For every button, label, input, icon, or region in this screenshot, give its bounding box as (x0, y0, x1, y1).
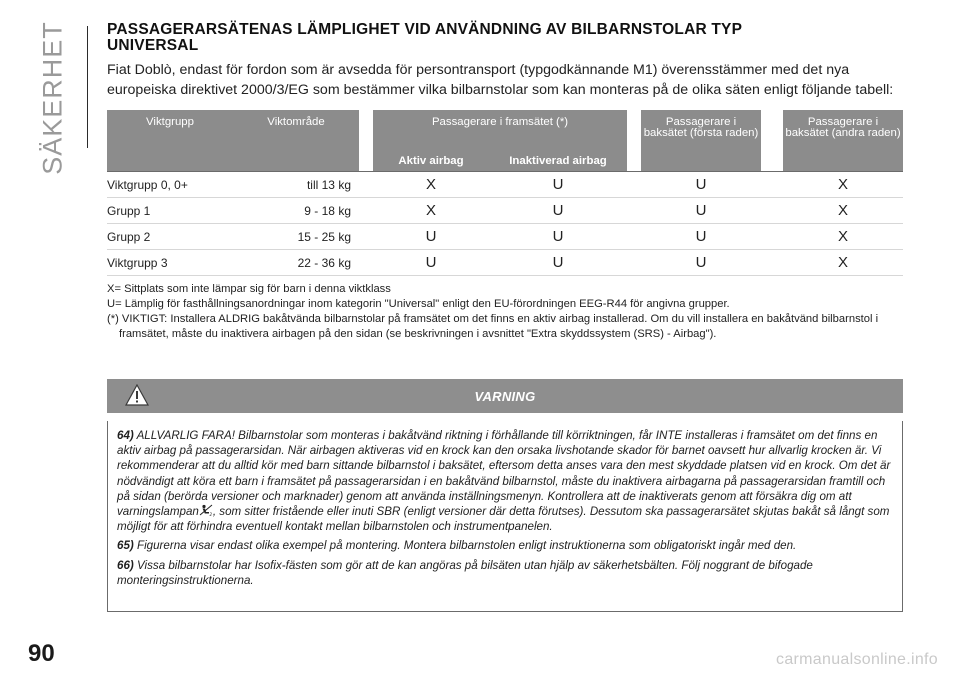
warning-text-b: , som sitter fristående eller inuti SBR (enligt versioner där detta förutses). Dessutom ska passagerarsätet skjutas bakåt så långt som möjligt för att förhindra eventuell kontakt mellan bilbarnstolen och instrumentpanelen. (117, 505, 890, 534)
cell-range: 22 - 36 kg (233, 250, 359, 276)
section-title (26, 21, 80, 175)
section-divider (87, 26, 88, 148)
child-seat-table (107, 110, 903, 276)
cell-rear-first: U (641, 198, 761, 224)
intro-line-1: Fiat Doblò, endast för fordon som är avsedda för persontransport (typgodkännande M1) överensstämmer med det nya (107, 62, 850, 78)
cell-rear-second: X (783, 224, 903, 250)
cell-active-airbag: X (373, 172, 489, 198)
subheader-blank (783, 155, 903, 172)
header-gap (761, 110, 783, 172)
intro-line-2: europeiska direktivet 2000/3/EG som bestämmer vilka bilbarnstolar som kan monteras på de olika säten enligt följande tabell: (107, 82, 894, 98)
subheader-inactive-airbag: Inaktiverad airbag (489, 155, 627, 172)
header-rear-first-row: Passagerare i baksätet (första raden) (641, 110, 761, 155)
warning-title: VARNING (474, 389, 536, 404)
watermark: carmanualsonline.info (776, 651, 938, 668)
warning-text (117, 428, 897, 592)
header-front-passenger: Passagerare i framsätet (*) (373, 110, 627, 155)
cell-active-airbag: X (373, 198, 489, 224)
warning-number: 66) (117, 558, 134, 572)
cell-inactive-airbag: U (489, 224, 627, 250)
note-x: X= Sittplats som inte lämpar sig för barn i denna viktklass (107, 283, 391, 295)
page-number: 90 (28, 640, 55, 667)
section-title-text: SÄKERHET (37, 21, 68, 175)
subheader-blank (641, 155, 761, 172)
header-gap (359, 110, 373, 172)
cell-group: Grupp 2 (107, 224, 233, 250)
note-important-2: framsätet, måste du inaktivera airbagen på den sidan (se beskrivningen i avsnittet "Extra skyddssystem (SRS) - Airbag"). (119, 328, 717, 340)
cell-range: 9 - 18 kg (233, 198, 359, 224)
header-weight-range: Viktområde (233, 110, 359, 172)
cell-group: Viktgrupp 0, 0+ (107, 172, 233, 198)
table-notes (107, 282, 903, 342)
table-row (107, 224, 903, 250)
cell-range: 15 - 25 kg (233, 224, 359, 250)
warning-box (107, 421, 903, 612)
cell-inactive-airbag: U (489, 172, 627, 198)
cell-rear-first: U (641, 224, 761, 250)
table-row (107, 172, 903, 198)
cell-inactive-airbag: U (489, 250, 627, 276)
cell-rear-first: U (641, 172, 761, 198)
note-important-1: (*) VIKTIGT: Installera ALDRIG bakåtvända bilbarnstolar på framsätet om det finns en aktiv airbag installerad. Om du vill installera en bakåtvänd bilbarnstol i (107, 313, 879, 325)
warning-text: Figurerna visar endast olika exempel på montering. Montera bilbarnstolen enligt instruktionerna som obligatoriskt ingår med den. (137, 539, 797, 553)
subheader-active-airbag: Aktiv airbag (373, 155, 489, 172)
main-content (107, 22, 903, 342)
warning-item-64 (117, 428, 897, 534)
svg-text:2: 2 (209, 512, 212, 517)
cell-group: Viktgrupp 3 (107, 250, 233, 276)
header-weight-group: Viktgrupp (107, 110, 233, 172)
cell-active-airbag: U (373, 224, 489, 250)
cell-rear-second: X (783, 198, 903, 224)
heading-line-2: UNIVERSAL (107, 37, 199, 54)
note-u: U= Lämplig för fasthållningsanordningar inom kategorin "Universal" enligt den EU-förordningen EEG-R44 för angivna grupper. (107, 298, 730, 310)
warning-item-65 (117, 538, 897, 553)
page-heading (107, 22, 903, 54)
warning-text-a: ALLVARLIG FARA! Bilbarnstolar som monteras i bakåtvänd riktning i förhållande till körriktningen, får INTE installeras i framsätet om det finns en aktiv airbag på passagerarsidan. När airbagen aktiveras vid en krock kan den orsaka livshotande skador för barnet oavsett hur allvarlig krocken är. Vi rekommenderar att du alltid kör med barn sittande bilbarnstol i baksätet, eftersom detta anses vara den mest skyddade platsen vid en krock. Om det är nödvändigt att köra ett barn i framsätet på passagerarsidan i en bakåtvänd bilbarnstol, måste du inaktivera airbagarna på passagerarsidan framtill och på sidan (berörda versioner och marknader) genom att använda inställningsmenyn. Kontrollera att de inaktiverats genom att försäkra dig om att varningslampan (117, 429, 891, 519)
warning-number: 64) (117, 429, 134, 442)
cell-rear-second: X (783, 250, 903, 276)
cell-range: till 13 kg (233, 172, 359, 198)
cell-group: Grupp 1 (107, 198, 233, 224)
cell-inactive-airbag: U (489, 198, 627, 224)
table-row (107, 198, 903, 224)
header-rear-second-row: Passagerare i baksätet (andra raden) (783, 110, 903, 155)
cell-active-airbag: U (373, 250, 489, 276)
warning-text: Vissa bilbarnstolar har Isofix-fästen som gör att de kan angöras på bilsäten utan hjälp av säkerhetsbälten. Följ noggrant de bifogade monteringsinstruktionerna. (117, 558, 813, 587)
warning-item-66 (117, 558, 897, 588)
passenger-airbag-off-icon (199, 504, 213, 516)
header-gap (627, 110, 641, 172)
cell-rear-first: U (641, 250, 761, 276)
heading-line-1: PASSAGERARSÄTENAS LÄMPLIGHET VID ANVÄNDNING AV BILBARNSTOLAR TYP (107, 21, 743, 38)
cell-rear-second: X (783, 172, 903, 198)
table-row (107, 250, 903, 276)
warning-header (107, 379, 903, 413)
warning-number: 65) (117, 539, 134, 553)
intro-paragraph (107, 60, 903, 100)
